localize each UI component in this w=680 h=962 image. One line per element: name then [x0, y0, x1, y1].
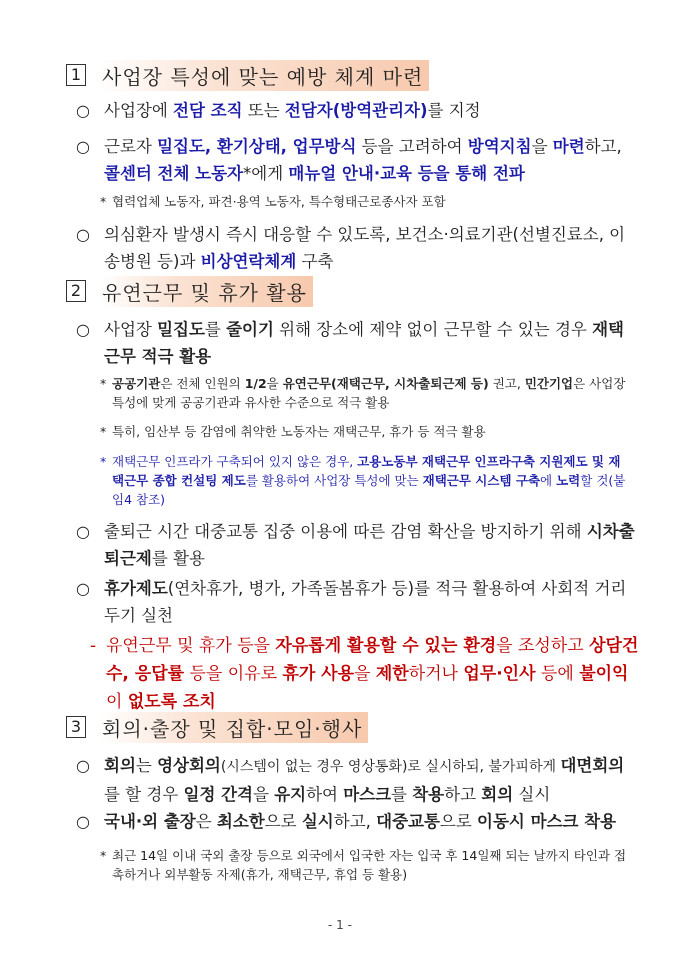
section-2-heading: [66, 276, 313, 306]
list-item: ○ 국내·외 출장은 최소한으로 실시하고, 대중교통으로 이동시 마스크 착용: [76, 808, 636, 835]
list-item: ○ 출퇴근 시간 대중교통 집중 이용에 따른 감염 확산을 방지하기 위해 시차출퇴근제를 활용: [76, 518, 636, 572]
section-title: 사업장 특성에 맞는 예방 체계 마련: [100, 60, 429, 91]
list-item: ○ 사업장에 전담 조직 또는 전담자(방역관리자)를 지정: [76, 97, 636, 124]
section-title: 회의·출장 및 집합·모임·행사: [100, 712, 368, 743]
footnote: * 협력업체 노동자, 파견·용역 노동자, 특수형태근로종사자 포함: [100, 194, 446, 209]
section-1-heading: [66, 60, 429, 90]
dash-item: - 유연근무 및 휴가 등을 자유롭게 활용할 수 있는 환경을 조성하고 상담건수, 응답률 등을 이유로 휴가 사용을 제한하거나 업무·인사 등에 불이익이 없도록 조치: [90, 632, 640, 716]
dash-bullet: -: [90, 636, 97, 656]
circle-bullet-icon: ○: [76, 522, 90, 541]
section-3-heading: [66, 712, 368, 742]
circle-bullet-icon: ○: [76, 101, 90, 120]
footnote: * 최근 14일 이내 국외 출장 등으로 외국에서 입국한 자는 입국 후 14일째 되는 날까지 타인과 접촉하거나 외부활동 자제(휴가, 재택근무, 휴업 등 활용): [100, 848, 627, 882]
section-number-box: 1: [66, 64, 86, 86]
circle-bullet-icon: ○: [76, 756, 90, 775]
circle-bullet-icon: ○: [76, 320, 90, 339]
circle-bullet-icon: ○: [76, 225, 90, 244]
list-item: ○ 근로자 밀집도, 환기상태, 업무방식 등을 고려하여 방역지침을 마련하고, 콜센터 전체 노동자*에게 매뉴얼 안내·교육 등을 통해 전파: [76, 133, 636, 187]
list-item: ○ 의심환자 발생시 즉시 대응할 수 있도록, 보건소·의료기관(선별진료소, 이송병원 등)과 비상연락체계 구축: [76, 221, 636, 275]
section-number-box: 2: [66, 280, 86, 302]
footnote: * 재택근무 인프라가 구축되어 있지 않은 경우, 고용노동부 재택근무 인프라구축 지원제도 및 재택근무 종합 컨설팅 제도를 활용하여 사업장 특성에 맞는 재택근무 시스템 구축에 노력할 것(붙임4 참조): [100, 454, 626, 507]
section-title: 유연근무 및 휴가 활용: [100, 276, 313, 307]
list-item: ○ 사업장 밀집도를 줄이기 위해 장소에 제약 없이 근무할 수 있는 경우 재택근무 적극 활용: [76, 316, 636, 370]
circle-bullet-icon: ○: [76, 579, 90, 598]
section-number-box: 3: [66, 716, 86, 738]
page-number: - 1 -: [328, 918, 352, 932]
list-item: ○ 휴가제도(연차휴가, 병가, 가족돌봄휴가 등)를 적극 활용하여 사회적 거리두기 실천: [76, 575, 636, 629]
footnote: * 공공기관은 전체 인원의 1/2을 유연근무(재택근무, 시차출퇴근제 등) 권고, 민간기업은 사업장 특성에 맞게 공공기관과 유사한 수준으로 적극 활용: [100, 376, 626, 410]
circle-bullet-icon: ○: [76, 137, 90, 156]
footnote: * 특히, 임산부 등 감염에 취약한 노동자는 재택근무, 휴가 등 적극 활용: [100, 424, 486, 439]
list-item: ○ 회의는 영상회의(시스템이 없는 경우 영상통화)로 실시하되, 불가피하게 대면회의를 할 경우 일정 간격을 유지하여 마스크를 착용하고 회의 실시: [76, 752, 636, 808]
circle-bullet-icon: ○: [76, 812, 90, 831]
